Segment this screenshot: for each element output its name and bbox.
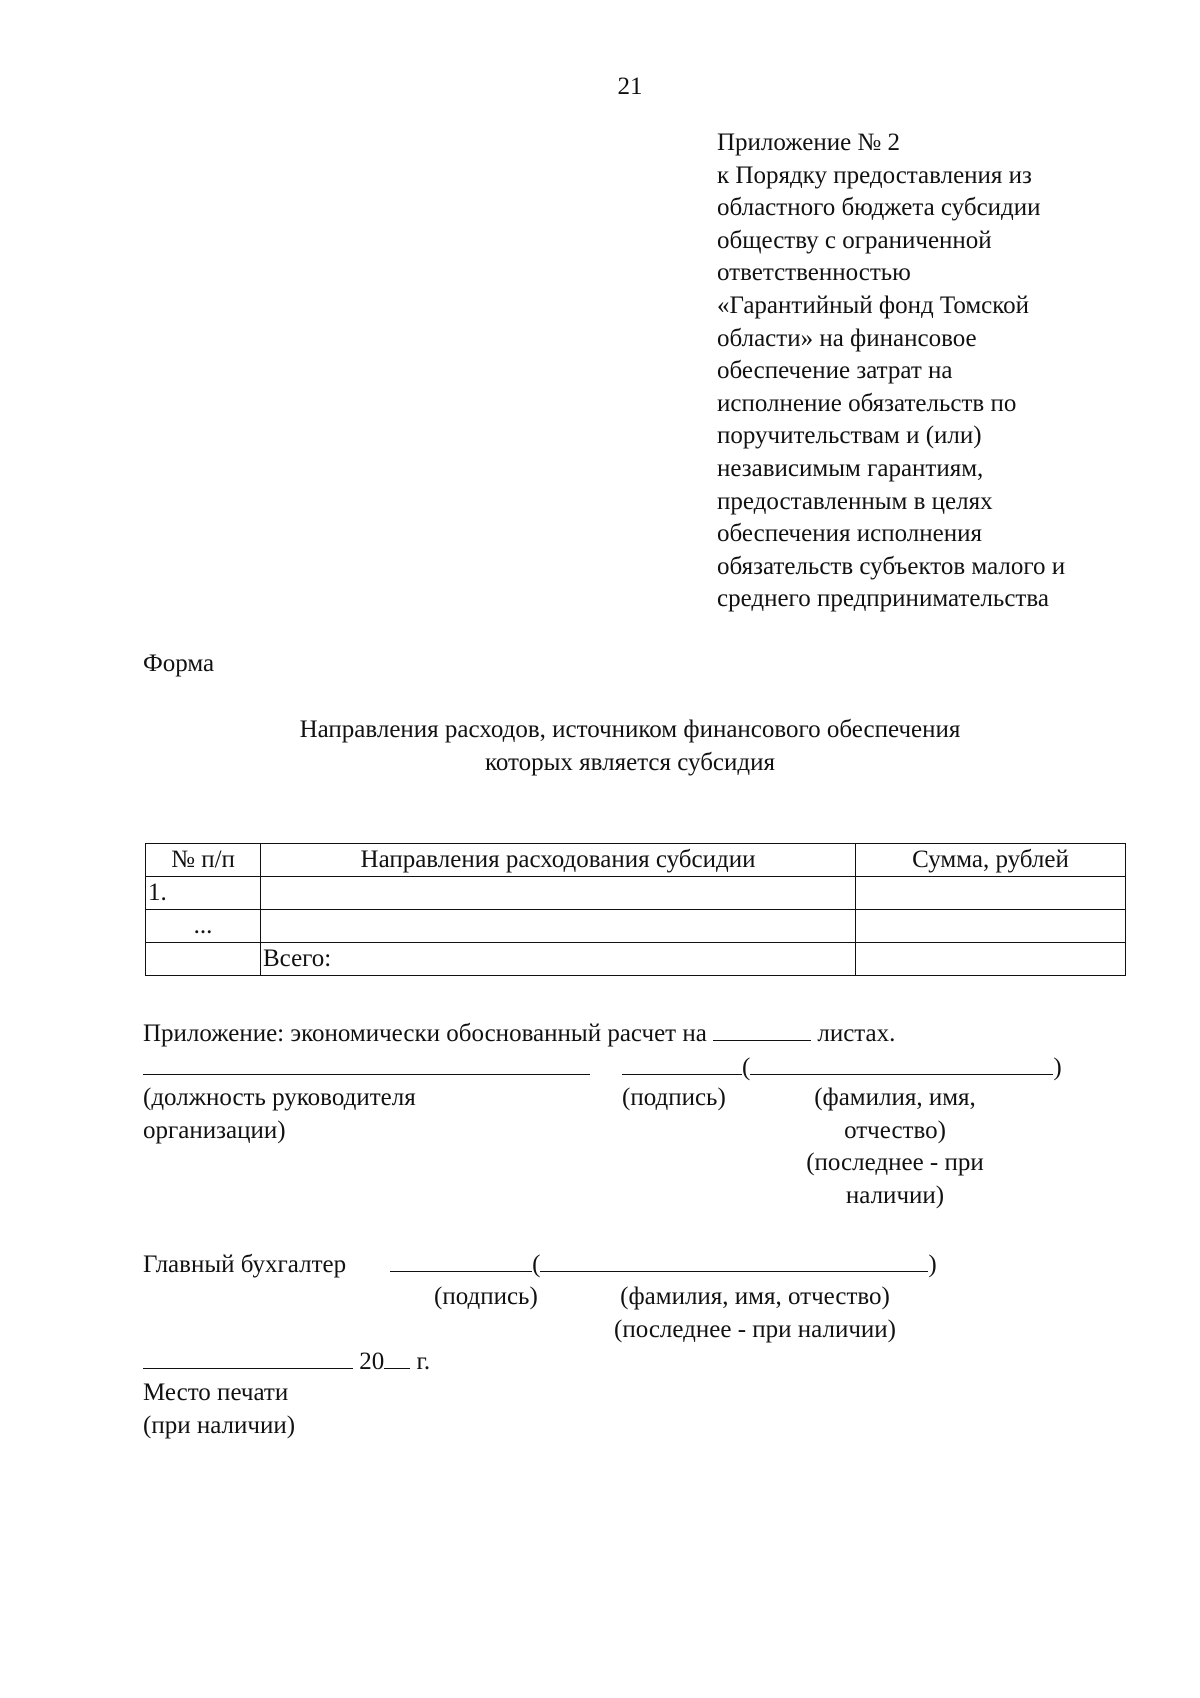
column-header-number: № п/п bbox=[146, 844, 261, 877]
cell-number: ... bbox=[146, 910, 261, 943]
appendix-line: независимым гарантиям, bbox=[717, 454, 984, 482]
open-paren: ( bbox=[742, 1054, 751, 1081]
appendix-line: предоставленным в целях bbox=[717, 487, 993, 515]
accountant-signature-caption: (подпись) bbox=[434, 1283, 538, 1310]
position-blank bbox=[143, 1050, 590, 1075]
close-paren: ) bbox=[1053, 1054, 1062, 1081]
appendix-line: обеспечения исполнения bbox=[717, 520, 982, 548]
expense-table bbox=[145, 843, 1126, 976]
accountant-fullname-caption-line: (последнее - при наличии) bbox=[614, 1315, 896, 1343]
accountant-label: Главный бухгалтер bbox=[143, 1251, 347, 1278]
page-number: 21 bbox=[617, 73, 643, 100]
year-suffix: г. bbox=[416, 1348, 431, 1375]
table-row-total bbox=[146, 943, 1126, 976]
accountant-fullname-caption-line: (фамилия, имя, отчество) bbox=[620, 1283, 890, 1310]
position-caption-line: (должность руководителя bbox=[143, 1084, 416, 1111]
position-caption bbox=[143, 1082, 416, 1147]
accountant-signature-line bbox=[143, 1247, 937, 1282]
appendix-header bbox=[717, 127, 1065, 616]
appendix-line: исполнение обязательств по bbox=[717, 389, 1017, 417]
attachment-prefix: Приложение: экономически обоснованный расчет на bbox=[143, 1020, 707, 1047]
accountant-signature-blank bbox=[390, 1247, 532, 1272]
column-header-amount: Сумма, рублей bbox=[856, 844, 1126, 877]
position-caption-line: организации) bbox=[143, 1116, 286, 1144]
cell-number bbox=[146, 943, 261, 976]
appendix-line: областного бюджета субсидии bbox=[717, 194, 1041, 222]
cell-number: 1. bbox=[146, 877, 261, 910]
year-prefix: 20 bbox=[359, 1348, 385, 1375]
appendix-line: обеспечение затрат на bbox=[717, 357, 953, 385]
seal-place bbox=[143, 1377, 295, 1442]
attachment-line bbox=[143, 1016, 895, 1051]
cell-direction bbox=[261, 877, 856, 910]
seal-line: Место печати bbox=[143, 1379, 289, 1406]
date-blank bbox=[143, 1344, 353, 1369]
appendix-line: области» на финансовое bbox=[717, 324, 977, 352]
cell-amount bbox=[856, 910, 1126, 943]
close-paren: ) bbox=[928, 1251, 937, 1278]
head-signature-line bbox=[143, 1050, 1062, 1085]
signature-blank bbox=[622, 1050, 742, 1075]
cell-direction: Всего: bbox=[261, 943, 856, 976]
document-title-line: Направления расходов, источником финансового обеспечения bbox=[299, 716, 961, 743]
form-label: Форма bbox=[143, 650, 215, 677]
sheet-count-blank bbox=[713, 1016, 811, 1041]
cell-amount bbox=[856, 943, 1126, 976]
accountant-fullname-caption bbox=[614, 1281, 896, 1346]
fullname-caption: (фамилия, имя, отчество) (последнее - при наличии) bbox=[806, 1084, 984, 1209]
table-header-row bbox=[146, 844, 1126, 877]
open-paren: ( bbox=[532, 1251, 541, 1278]
table-row bbox=[146, 910, 1126, 943]
year-blank bbox=[384, 1344, 410, 1369]
table-row bbox=[146, 877, 1126, 910]
document-title-line: которых является субсидия bbox=[484, 748, 776, 776]
appendix-line: к Порядку предоставления из bbox=[717, 161, 1032, 189]
appendix-line: Приложение № 2 bbox=[717, 129, 901, 156]
cell-direction bbox=[261, 910, 856, 943]
appendix-line: поручительствам и (или) bbox=[717, 422, 982, 450]
appendix-line: среднего предпринимательства bbox=[717, 585, 1049, 613]
accountant-fullname-blank bbox=[540, 1247, 928, 1272]
attachment-suffix: листах. bbox=[817, 1020, 896, 1047]
signature-caption: (подпись) bbox=[622, 1084, 726, 1111]
appendix-line: «Гарантийный фонд Томской bbox=[717, 291, 1030, 319]
appendix-line: обязательств субъектов малого и bbox=[717, 552, 1066, 580]
fullname-blank bbox=[750, 1050, 1053, 1075]
document-title bbox=[140, 714, 1120, 779]
seal-line: (при наличии) bbox=[143, 1411, 296, 1439]
appendix-line: обществу с ограниченной bbox=[717, 226, 992, 254]
appendix-line: ответственностью bbox=[717, 259, 911, 287]
cell-amount bbox=[856, 877, 1126, 910]
date-line bbox=[143, 1344, 430, 1379]
column-header-direction: Направления расходования субсидии bbox=[261, 844, 856, 877]
